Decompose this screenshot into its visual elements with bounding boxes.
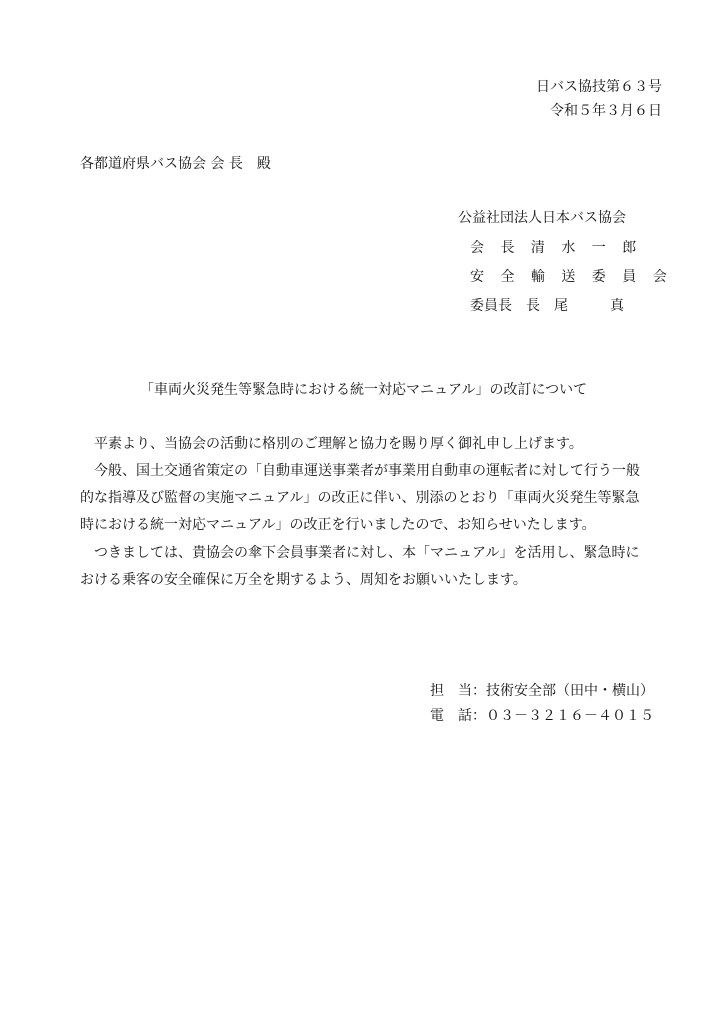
body-line: 平素より、当協会の活動に格別のご理解と協力を賜り厚く御礼申し上げます。 <box>80 436 583 452</box>
recipient-line: 各都道府県バス協会 会 長 殿 <box>80 156 271 172</box>
document-date: 令和５年３月６日 <box>550 103 662 119</box>
sender-president: 会 長 清 水 一 郎 <box>470 240 643 256</box>
body-line: おける乗客の安全確保に万全を期するよう、周知をお願いいたします。 <box>80 572 527 588</box>
body-line: 今般、国土交通省策定の「自動車運送事業者が事業用自動車の運転者に対して行う一般 <box>80 463 640 479</box>
sender-committee: 安 全 輸 送 委 員 会 <box>470 269 673 285</box>
sender-committee-chair: 委員長 長 尾 真 <box>470 298 624 314</box>
body-line: 時における統一対応マニュアル」の改正を行いましたので、お知らせいたします。 <box>80 517 596 533</box>
body-line: つきましては、貴協会の傘下会員事業者に対し、本「マニュアル」を活用し、緊急時に <box>80 545 640 561</box>
sender-organization: 公益社団法人日本バス協会 <box>458 210 626 226</box>
contact-person: 担 当：技術安全部（田中・横山） <box>430 683 654 699</box>
document-number: 日バス協技第６３号 <box>536 79 662 95</box>
contact-phone: 電 話：０３－３２１６－４０１５ <box>430 708 654 724</box>
document-title: 「車両火災発生等緊急時における統一対応マニュアル」の改訂について <box>140 382 588 398</box>
body-line: 的な指導及び監督の実施マニュアル」の改正に伴い、別添のとおり「車両火災発生等緊急 <box>80 490 640 506</box>
